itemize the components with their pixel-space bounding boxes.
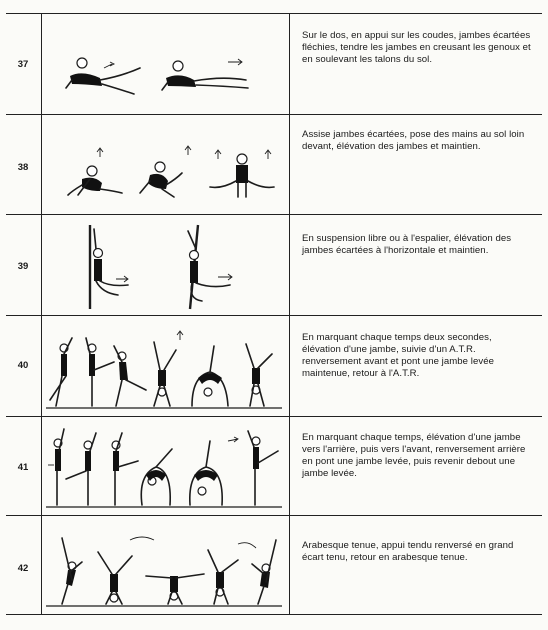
exercise-number: 41 <box>17 462 29 473</box>
exercise-row-37 <box>6 14 542 114</box>
exercise-row-38 <box>6 114 542 215</box>
exercise-description: En marquant chaque temps, élévation d'une jambe vers l'arrière, puis vers l'avant, renversement arrière en pont une jambe levée, puis revenir debout une jambe levée. <box>302 432 526 479</box>
exercise-description: Sur le dos, en appui sur les coudes, jambes écartées fléchies, tendre les jambes en creusant les genoux et en soulevant les talons du sol. <box>302 30 531 65</box>
exercise-illustration <box>42 320 286 413</box>
exercise-table <box>6 13 542 615</box>
exercise-illustration <box>42 18 286 110</box>
exercise-number: 38 <box>17 162 29 173</box>
exercise-description: En marquant chaque temps deux secondes, élévation d'une jambe, suivie d'un A.T.R. renversement avant et pont une jambe levée maintenue, retour à l'A.T.R. <box>302 332 494 379</box>
gymnast-figures <box>42 320 286 413</box>
exercise-row-41 <box>6 416 542 516</box>
exercise-row-42 <box>6 515 542 615</box>
exercise-illustration <box>42 520 286 611</box>
gymnast-figures <box>42 18 286 110</box>
gymnast-figures <box>42 219 286 312</box>
exercise-description: Arabesque tenue, appui tendu renversé en grand écart tenu, retour en arabesque tenue. <box>302 540 514 563</box>
exercise-description: Assise jambes écartées, pose des mains au sol loin devant, élévation des jambes et maintien. <box>302 129 525 152</box>
exercise-row-39 <box>6 214 542 316</box>
gymnast-figures <box>42 520 286 611</box>
exercise-number: 39 <box>17 261 29 272</box>
exercise-description: En suspension libre ou à l'espalier, élévation des jambes écartées à l'horizontale et maintien. <box>302 233 512 256</box>
gymnast-figures <box>42 119 286 211</box>
exercise-illustration <box>42 119 286 211</box>
gymnast-figures <box>42 421 286 512</box>
exercise-illustration <box>42 421 286 512</box>
exercise-illustration <box>42 219 286 312</box>
exercise-number: 37 <box>17 59 29 70</box>
exercise-row-40 <box>6 315 542 417</box>
exercise-number: 40 <box>17 360 29 371</box>
exercise-number: 42 <box>17 563 29 574</box>
